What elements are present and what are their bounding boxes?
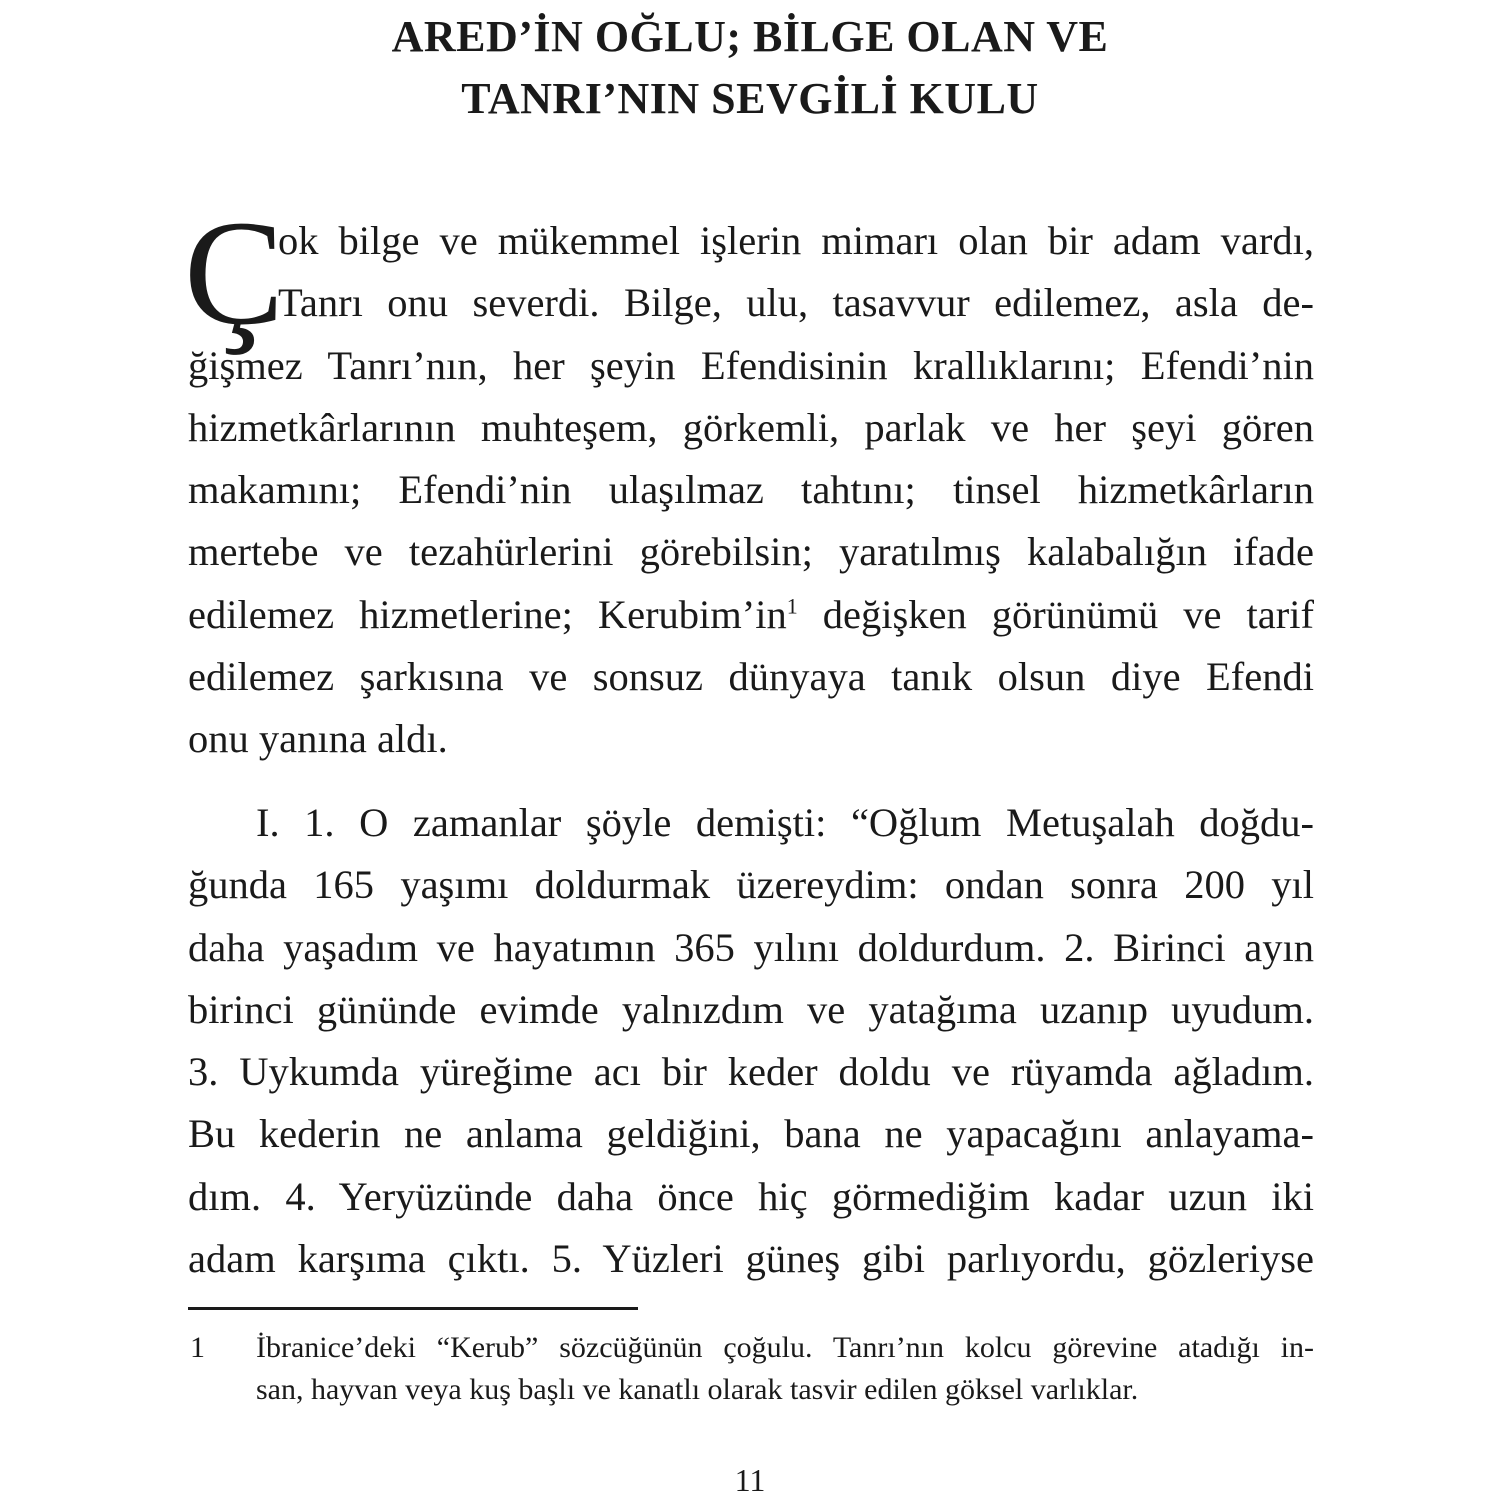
page-number: 11 (734, 1462, 766, 1498)
chapter-line-1: I. 1. O zamanlar şöyle demişti: “Oğlum Metuşalah doğdu- (256, 800, 1314, 845)
intro-line-4: hizmetkârlarının muhteşem, görkemli, parlak ve her şeyi gören (188, 404, 1314, 450)
chapter-title-line-1: ARED’İN OĞLU; BİLGE OLAN VE (391, 12, 1109, 61)
chapter-title (0, 6, 1500, 130)
footnote-line-2: san, hayvan veya kuş başlı ve kanatlı olarak tasvir edilen göksel varlıklar. (256, 1373, 1139, 1406)
intro-line-8: edilemez şarkısına ve sonsuz dünyaya tanık olsun diye Efendi (188, 654, 1314, 700)
footnote-line-1: İbranice’deki “Kerub” sözcüğünün çoğulu. Tanrı’nın kolcu görevine atadığı in- (256, 1331, 1314, 1364)
intro-line-7-rest: değişken görünümü ve tarif (797, 591, 1314, 637)
chapter-title-line-2: TANRI’NIN SEVGİLİ KULU (461, 74, 1039, 123)
chapter-line-3: daha yaşadım ve hayatımın 365 yılını doldurdum. 2. Birinci ayın (188, 924, 1314, 970)
intro-line-5: makamını; Efendi’nin ulaşılmaz tahtını; tinsel hizmetkârların (188, 467, 1314, 513)
chapter-line-6: Bu kederin ne anlama geldiğini, bana ne yapacağını anlayama- (188, 1111, 1314, 1157)
intro-paragraph (188, 210, 1314, 771)
chapter-line-7: dım. 4. Yeryüzünde daha önce hiç görmediğim kadar uzun iki (188, 1173, 1314, 1219)
chapter-line-5: 3. Uykumda yüreğime acı bir keder doldu ve rüyamda ağladım. (188, 1049, 1314, 1095)
intro-line-7-text: edilemez hizmetlerine; Kerubim’in (188, 591, 787, 637)
chapter-line-2: ğunda 165 yaşımı doldurmak üzereydim: ondan sonra 200 yıl (188, 862, 1314, 908)
footnote-reference[interactable]: 1 (786, 593, 798, 619)
intro-line-1: ok bilge ve mükemmel işlerin mimarı olan bir adam vardı, (278, 218, 1314, 263)
intro-line-7 (188, 584, 1314, 646)
footnote-divider (188, 1307, 638, 1310)
intro-line-3: ğişmez Tanrı’nın, her şeyin Efendisinin krallıklarını; Efendi’nin (188, 342, 1314, 388)
chapter-paragraph (188, 792, 1314, 1290)
chapter-line-4: birinci gününde evimde yalnızdım ve yatağıma uzanıp uyudum. (188, 986, 1314, 1032)
intro-line-6: mertebe ve tezahürlerini görebilsin; yaratılmış kalabalığın ifade (188, 529, 1314, 575)
drop-cap-letter: Ç (184, 190, 285, 356)
footnote-number: 1 (190, 1331, 205, 1364)
footnote-text (256, 1327, 1314, 1411)
intro-line-2: Tanrı onu severdi. Bilge, ulu, tasavvur edilemez, asla de- (278, 280, 1314, 326)
intro-line-9: onu yanına aldı. (188, 716, 448, 762)
chapter-line-8: adam karşıma çıktı. 5. Yüzleri güneş gibi parlıyordu, gözleriyse (188, 1236, 1314, 1282)
